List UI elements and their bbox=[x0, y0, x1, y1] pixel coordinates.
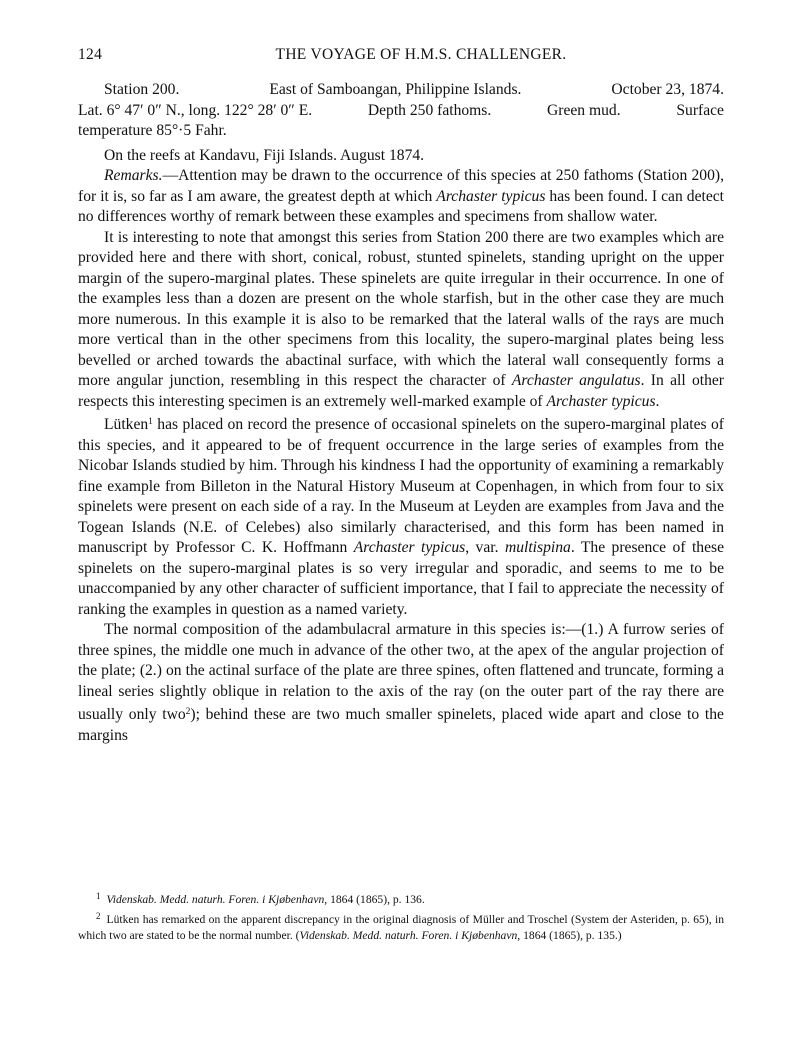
journal-title: Videnskab. Medd. naturh. Foren. i Kjøbenhavn bbox=[106, 893, 325, 906]
paragraph-spinelets: It is interesting to note that amongst this series from Station 200 there are two examples which are provided here and there with short, conical, robust, stunted spinelets, standing upright on the upper margin of the supero-marginal plates. These spinelets are quite irregular in their occurrence. In one of the examples less than a dozen are present on the whole starfish, but in the other case they are much more numerous. In this example it is also to be remarked that the lateral walls of the rays are much more vertical than in the other specimens from this locality, the supero-marginal plates being less bevelled or arched towards the abactinal surface, with which the lateral wall consequently forms a more angular junction, resembling in this respect the character of Archaster angulatus. In all other respects this interesting specimen is an extremely well-marked example of Archaster typicus. bbox=[78, 228, 724, 410]
footnote-2: $^2$ Lütken has remarked on the apparent discrepancy in the original diagnosis of Müller and Troschel (System der Asteriden, p. 65), in which two are stated to be the normal number. (Videnskab. Medd. naturh. Foren. i Kjøbenhavn, 1864 (1865), p. 135.) bbox=[78, 911, 724, 942]
station-surface-label: Surface bbox=[676, 101, 724, 119]
station-record bbox=[78, 80, 724, 166]
main-text bbox=[78, 80, 724, 746]
station-date: October 23, 1874. bbox=[611, 81, 724, 98]
station-line-1 bbox=[78, 80, 724, 101]
station-coordinates: Lat. 6° 47′ 0″ N., long. 122° 28′ 0″ E. bbox=[78, 101, 313, 119]
footnote-mark: 1 bbox=[96, 891, 101, 901]
remarks-paragraph: Remarks.—Attention may be drawn to the occurrence of this species at 250 fathoms (Station 200), for it is, so far as I am aware, the greatest depth at which Archaster typicus has been found. I can detect no differences worthy of remark between these examples and specimens from shallow water. bbox=[78, 167, 724, 225]
species-name: Archaster typicus bbox=[436, 187, 546, 205]
running-head bbox=[78, 46, 724, 70]
footnote-mark: 2 bbox=[96, 911, 101, 921]
species-name: Archaster typicus bbox=[546, 392, 656, 410]
running-title: THE VOYAGE OF H.M.S. CHALLENGER. bbox=[275, 46, 567, 63]
variety-name: multispina bbox=[504, 539, 571, 556]
reefs-locality: On the reefs at Kandavu, Fiji Islands. August 1874. bbox=[104, 146, 425, 164]
journal-title: Videnskab. Medd. naturh. Foren. i Kjøbenhavn bbox=[299, 929, 518, 942]
footnote-reference-1: 1 bbox=[148, 417, 153, 427]
paragraph-adambulacral: The normal composition of the adambulacral armature in this species is:—(1.) A furrow series of three spines, the middle one much in advance of the other two, at the apex of the angular projection of the plate; (2.) on the actinal surface of the plate are three spines, often flattened and truncate, forming a lineal series slightly oblique in relation to the axis of the ray (on the outer part of the ray there are usually only two$^2$); behind these are two much smaller spinelets, placed wide apart and close to the margins bbox=[78, 621, 724, 744]
station-locality: East of Samboangan, Philippine Islands. bbox=[269, 81, 522, 98]
station-temperature: temperature 85°·5 Fahr. bbox=[78, 122, 227, 139]
footnote-reference-2: 2 bbox=[185, 707, 191, 717]
station-depth: Depth 250 fathoms. bbox=[367, 101, 492, 119]
remarks-label: Remarks. bbox=[104, 167, 163, 184]
footnotes bbox=[78, 888, 724, 944]
station-number: Station 200. bbox=[104, 81, 180, 98]
paragraph-lutken: Lütken$^1$ has placed on record the presence of occasional spinelets on the supero-marginal plates of this species, and it appeared to be of frequent occurrence in the large series of examples from the Nicobar Islands studied by him. Through his kindness I had the opportunity of examining a remarkably fine example from Billeton in the Natural History Museum at Copenhagen, in which from four to six spinelets were present on each side of a ray. In the Museum at Leyden are examples from Java and the Togean Islands (N.E. of Celebes) also similarly characterised, and this form has been named in manuscript by Professor C. K. Hoffmann Archaster typicus, var. multispina. The presence of these spinelets on the supero-marginal plates is so very irregular and sporadic, and seems to me to be unaccompanied by any other character of sufficient importance, that I fail to appreciate the necessity of ranking the examples in question as a named variety. bbox=[78, 416, 724, 618]
station-bottom: Green mud. bbox=[547, 101, 621, 119]
footnote-1: $^1$ Videnskab. Medd. naturh. Foren. i Kjøbenhavn, 1864 (1865), p. 136. bbox=[96, 891, 425, 906]
station-line-3 bbox=[78, 121, 724, 142]
reefs-line bbox=[78, 146, 724, 167]
species-name: Archaster typicus bbox=[353, 539, 466, 556]
species-name: Archaster angulatus bbox=[511, 372, 641, 389]
station-line-2 bbox=[78, 101, 724, 122]
page-number: 124 bbox=[78, 46, 103, 63]
